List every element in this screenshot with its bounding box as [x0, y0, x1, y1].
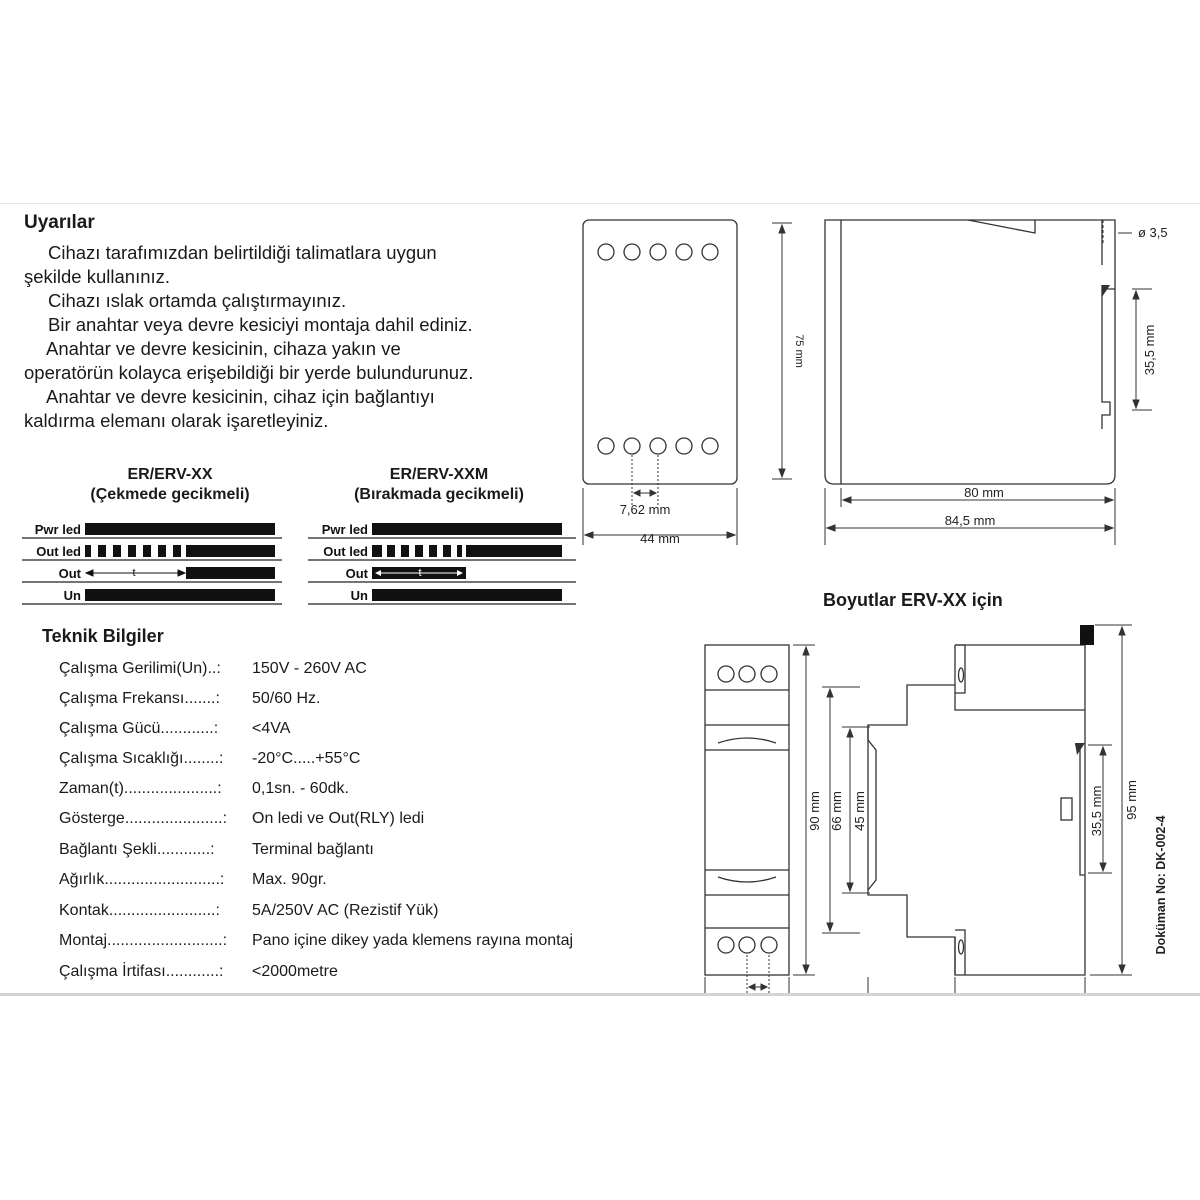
- spec-value: <4VA: [252, 720, 291, 737]
- spec-value: Max. 90gr.: [252, 871, 327, 888]
- dim-hole: ø 3,5: [1138, 225, 1168, 240]
- dim-45: 45 mm: [852, 791, 867, 831]
- out-bar: [186, 567, 275, 579]
- spec-value: Terminal bağlantı: [252, 841, 374, 858]
- warning-line: kaldırma elemanı olarak işaretleyiniz.: [24, 410, 329, 431]
- warning-line: Bir anahtar veya devre kesiciyi montaja dahil ediniz.: [48, 314, 473, 335]
- warning-line: operatörün kolayca erişebildiği bir yerde bulundurunuz.: [24, 362, 474, 383]
- spec-value: On ledi ve Out(RLY) ledi: [252, 810, 425, 827]
- spec-value: 5A/250V AC (Rezistif Yük): [252, 902, 439, 919]
- row-label-out: Out: [58, 566, 81, 581]
- spec-label: Çalışma Frekansı.......:: [59, 690, 220, 707]
- t-label-right: t: [418, 567, 422, 579]
- spec-row: [59, 810, 424, 828]
- row-label-outled-r: Out led: [323, 544, 368, 559]
- dim-height-75: 75 mm: [793, 334, 805, 368]
- timing-right-title: [336, 465, 542, 505]
- row-label-out-r: Out: [345, 566, 368, 581]
- dim-depth-84: 84,5 mm: [944, 513, 996, 528]
- dimension-drawing-top: [570, 205, 1200, 550]
- un-bar: [85, 589, 275, 601]
- front-module-body: [705, 645, 789, 975]
- dimension-drawing-bottom: [690, 615, 1200, 995]
- spec-row: [59, 963, 338, 981]
- spec-label: Zaman(t).....................:: [59, 780, 222, 797]
- side-view-body: [825, 220, 1115, 484]
- timing-left-title: [80, 465, 260, 505]
- spec-label: Çalışma Gerilimi(Un)..:: [59, 660, 221, 677]
- spec-label: Çalışma Sıcaklığı........:: [59, 750, 224, 767]
- row-label-outled: Out led: [36, 544, 81, 559]
- dim-66: 66 mm: [829, 791, 844, 831]
- dim-90: 90 mm: [807, 791, 822, 831]
- spec-row: [59, 690, 320, 708]
- t-label-left: t: [132, 567, 136, 579]
- dim-depth-80: 80 mm: [964, 485, 1004, 500]
- warning-line: Cihazı tarafımızdan belirtildiği talimatlara uygun: [48, 242, 437, 263]
- spec-row: [59, 720, 290, 738]
- timing-right-name: ER/ERV-XXM: [389, 466, 489, 483]
- tech-heading: Teknik Bilgiler: [42, 626, 164, 646]
- row-label-un-r: Un: [350, 588, 368, 603]
- warning-line: Anahtar ve devre kesicinin, cihaz için bağlantıyı: [46, 386, 435, 407]
- document-number: Doküman No: DK-002-4: [1154, 815, 1168, 955]
- spec-label: Ağırlık..........................:: [59, 871, 225, 888]
- spec-row: [59, 902, 438, 920]
- spec-row: [59, 660, 367, 678]
- dim-rail-top: 35,5 mm: [1142, 324, 1157, 376]
- row-label-pwr: Pwr led: [34, 522, 81, 537]
- pwr-bar: [85, 523, 275, 535]
- warning-line: Anahtar ve devre kesicinin, cihaza yakın ve: [46, 338, 401, 359]
- spec-value: Pano içine dikey yada klemens rayına montaj: [252, 932, 574, 949]
- spec-row: [59, 750, 360, 768]
- warning-line: şekilde kullanınız.: [24, 266, 171, 287]
- spec-label: Montaj..........................:: [59, 932, 228, 949]
- spec-value: 50/60 Hz.: [252, 690, 321, 707]
- timing-left-subtitle: (Çekmede gecikmeli): [90, 486, 250, 503]
- row-label-un: Un: [63, 588, 81, 603]
- spec-row: [59, 841, 374, 859]
- spec-value: 150V - 260V AC: [252, 660, 367, 677]
- spec-value: 0,1sn. - 60dk.: [252, 780, 349, 797]
- spec-row: [59, 932, 573, 950]
- spec-row: [59, 871, 327, 889]
- warnings-heading: Uyarılar: [24, 212, 95, 233]
- spec-row: [59, 780, 349, 798]
- spec-label: Çalışma Gücü............:: [59, 720, 219, 737]
- dim-width-44: 44 mm: [640, 531, 680, 546]
- dim-rail-bottom: 35,5 mm: [1089, 785, 1104, 837]
- timing-diagrams: [0, 510, 600, 610]
- warning-line: Cihazı ıslak ortamda çalıştırmayınız.: [48, 290, 347, 311]
- timing-left-name: ER/ERV-XX: [127, 466, 213, 483]
- row-label-pwr-r: Pwr led: [321, 522, 368, 537]
- top-border: [0, 203, 1200, 204]
- dim-95: 95 mm: [1124, 780, 1139, 820]
- side-profile-body: [868, 645, 1085, 975]
- spec-label: Gösterge......................:: [59, 810, 228, 827]
- dimensions-title: Boyutlar ERV-XX için: [823, 590, 1003, 610]
- spec-value: <2000metre: [252, 963, 338, 980]
- spec-label: Bağlantı Şekli............:: [59, 841, 215, 858]
- spec-label: Kontak........................:: [59, 902, 220, 919]
- spec-label: Çalışma İrtifası............:: [59, 963, 224, 980]
- timing-right-subtitle: (Bırakmada gecikmeli): [354, 486, 524, 503]
- dim-pitch: 7,62 mm: [619, 502, 671, 517]
- spec-value: -20°C.....+55°C: [252, 750, 361, 767]
